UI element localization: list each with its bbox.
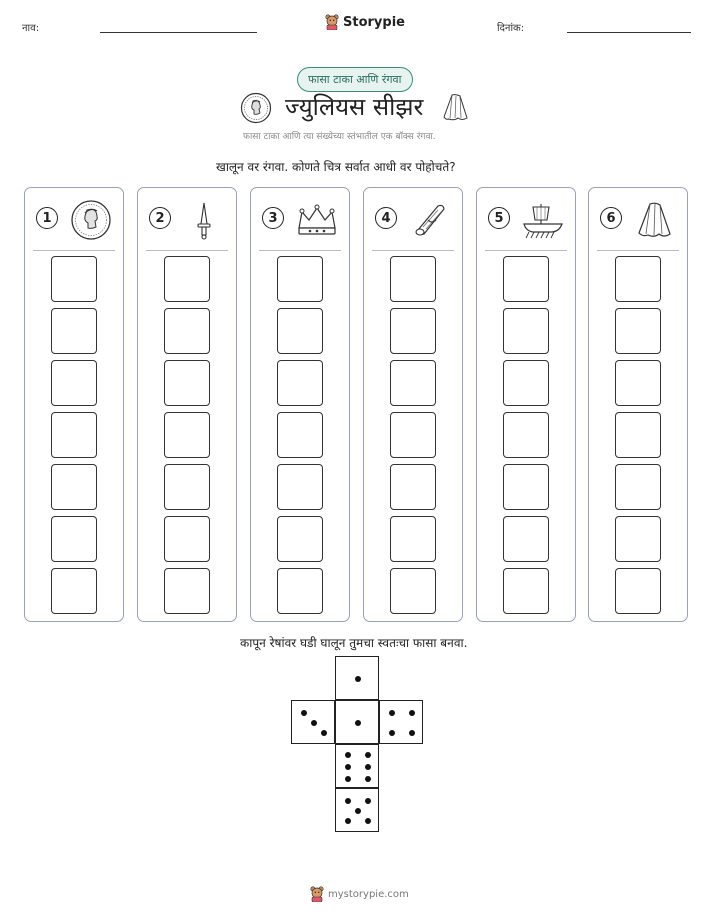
color-box[interactable]: [503, 308, 549, 354]
die-face-3: [291, 700, 335, 744]
column-number: 1: [36, 207, 58, 229]
color-box[interactable]: [390, 568, 436, 614]
column-divider: [259, 250, 341, 251]
color-box[interactable]: [615, 464, 661, 510]
die-pip: [355, 720, 361, 726]
die-pip: [321, 730, 327, 736]
storypie-bear-icon: [325, 14, 339, 30]
color-box[interactable]: [277, 360, 323, 406]
column-divider: [372, 250, 454, 251]
column-divider: [597, 250, 679, 251]
color-box[interactable]: [277, 412, 323, 458]
scroll-icon: [408, 198, 452, 242]
color-box[interactable]: [164, 256, 210, 302]
die-instruction: कापून रेषांवर घडी घालून तुमचा स्वतःचा फासा बनवा.: [240, 636, 468, 650]
color-box[interactable]: [51, 568, 97, 614]
color-box[interactable]: [51, 308, 97, 354]
color-box[interactable]: [164, 412, 210, 458]
column-2: [137, 187, 237, 622]
color-box[interactable]: [277, 256, 323, 302]
date-line[interactable]: [567, 32, 691, 33]
column-number: 6: [600, 207, 622, 229]
color-box[interactable]: [615, 516, 661, 562]
color-box[interactable]: [615, 412, 661, 458]
date-label: दिनांक:: [497, 23, 525, 34]
color-box[interactable]: [51, 464, 97, 510]
die-pip: [365, 752, 371, 758]
footer-site: mystorypie.com: [328, 888, 409, 900]
color-box[interactable]: [390, 256, 436, 302]
color-box[interactable]: [503, 256, 549, 302]
color-box[interactable]: [615, 360, 661, 406]
die-pip: [345, 776, 351, 782]
footer: [310, 886, 409, 902]
color-box[interactable]: [164, 516, 210, 562]
color-box[interactable]: [277, 308, 323, 354]
color-box[interactable]: [277, 516, 323, 562]
color-box[interactable]: [164, 360, 210, 406]
column-3: [250, 187, 350, 622]
cape-icon: [440, 92, 472, 124]
column-divider: [33, 250, 115, 251]
coloring-instruction: खालून वर रंगवा. कोणते चित्र सर्वात आधी वर पोहोचते?: [216, 160, 456, 174]
storypie-bear-icon: [310, 886, 324, 902]
column-1: [24, 187, 124, 622]
die-pip: [409, 730, 415, 736]
color-box[interactable]: [615, 256, 661, 302]
die-pip: [409, 710, 415, 716]
die-pip: [365, 818, 371, 824]
die-pip: [345, 764, 351, 770]
color-box[interactable]: [615, 568, 661, 614]
color-box[interactable]: [51, 256, 97, 302]
die-pip: [389, 710, 395, 716]
cape-icon: [633, 198, 677, 242]
die-pip: [365, 764, 371, 770]
color-box[interactable]: [51, 412, 97, 458]
color-box[interactable]: [390, 412, 436, 458]
column-5: [476, 187, 576, 622]
galley-ship-icon: [521, 198, 565, 242]
column-6: [588, 187, 688, 622]
color-box[interactable]: [390, 308, 436, 354]
column-divider: [146, 250, 228, 251]
die-pip: [365, 776, 371, 782]
color-box[interactable]: [503, 464, 549, 510]
brand-logo: [325, 14, 405, 30]
die-pip: [345, 798, 351, 804]
color-box[interactable]: [615, 308, 661, 354]
column-4: [363, 187, 463, 622]
die-pip: [355, 676, 361, 682]
color-box[interactable]: [503, 360, 549, 406]
die-pip: [365, 798, 371, 804]
dagger-icon: [182, 198, 226, 242]
die-face-1: [335, 700, 379, 744]
brand-name: Storypie: [343, 14, 405, 30]
die-pip: [389, 730, 395, 736]
column-number: 5: [488, 207, 510, 229]
color-box[interactable]: [164, 568, 210, 614]
color-box[interactable]: [164, 464, 210, 510]
column-number: 4: [375, 207, 397, 229]
die-face-6: [335, 744, 379, 788]
color-box[interactable]: [390, 516, 436, 562]
color-box[interactable]: [277, 568, 323, 614]
activity-tag: फासा टाका आणि रंगवा: [297, 67, 413, 92]
color-box[interactable]: [164, 308, 210, 354]
laurel-coin-icon: [69, 198, 113, 242]
coin-portrait-icon: [240, 92, 272, 124]
color-box[interactable]: [277, 464, 323, 510]
color-box[interactable]: [390, 464, 436, 510]
column-divider: [485, 250, 567, 251]
die-face-5: [335, 788, 379, 832]
die-pip: [345, 752, 351, 758]
die-pip: [345, 818, 351, 824]
die-pip: [301, 710, 307, 716]
name-label: नाव:: [22, 23, 40, 34]
die-face-4: [379, 700, 423, 744]
color-box[interactable]: [390, 360, 436, 406]
color-box[interactable]: [51, 516, 97, 562]
die-face-1: [335, 656, 379, 700]
worksheet-subtitle: फासा टाका आणि त्या संख्येच्या स्तंभातील एक बॉक्स रंगवा.: [243, 132, 436, 142]
color-box[interactable]: [51, 360, 97, 406]
column-number: 3: [262, 207, 284, 229]
name-line[interactable]: [100, 32, 257, 33]
worksheet-title: ज्युलियस सीझर: [285, 93, 424, 121]
die-pip: [311, 720, 317, 726]
crown-icon: [295, 198, 339, 242]
column-number: 2: [149, 207, 171, 229]
color-box[interactable]: [503, 412, 549, 458]
color-box[interactable]: [503, 516, 549, 562]
color-box[interactable]: [503, 568, 549, 614]
die-pip: [355, 808, 361, 814]
